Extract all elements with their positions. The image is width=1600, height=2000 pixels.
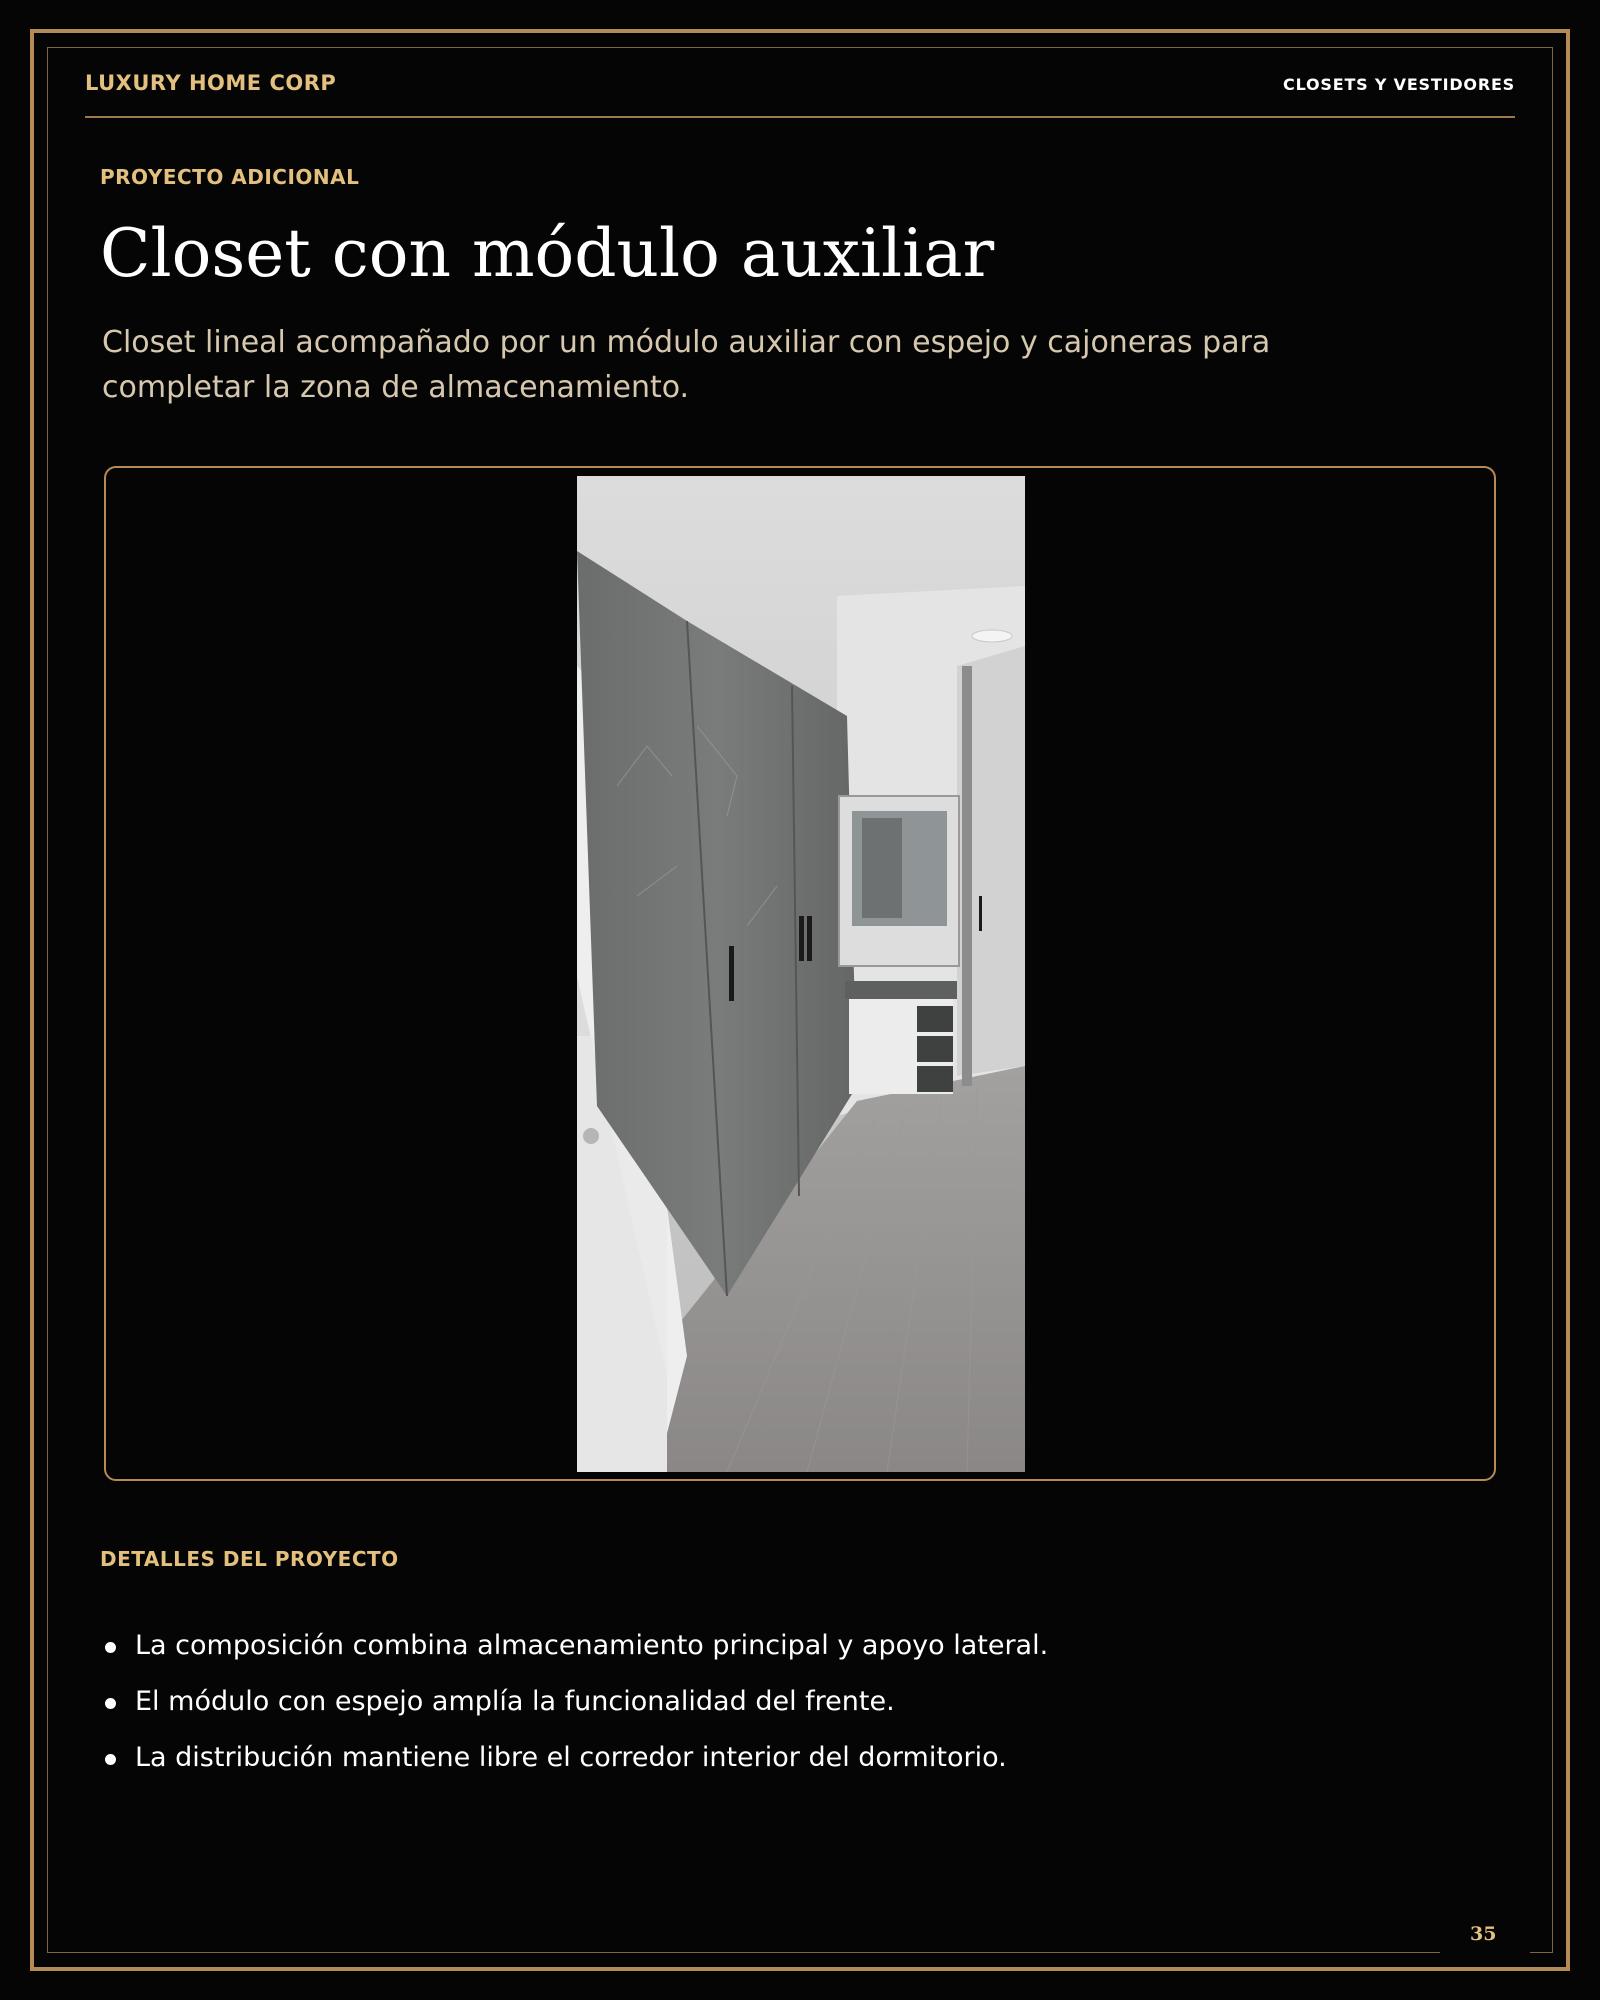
project-description: Closet lineal acompañado por un módulo auxiliar con espejo y cajoneras para completar la zona de almacenamiento. bbox=[102, 325, 1271, 405]
details-heading: DETALLES DEL PROYECTO bbox=[100, 1547, 399, 1571]
header-divider bbox=[85, 116, 1515, 118]
detail-text: El módulo con espejo amplía la funcionalidad del frente. bbox=[135, 1686, 895, 1717]
bullet-icon bbox=[105, 1754, 116, 1765]
page-number: 35 bbox=[1470, 1923, 1497, 1945]
bullet-icon bbox=[105, 1698, 116, 1709]
closet-photo bbox=[577, 476, 1025, 1472]
section-title: CLOSETS Y VESTIDORES bbox=[1283, 75, 1515, 94]
list-item bbox=[100, 1730, 1048, 1786]
list-item bbox=[100, 1618, 1048, 1674]
project-image-frame bbox=[104, 466, 1496, 1481]
details-list bbox=[100, 1618, 1048, 1786]
bullet-icon bbox=[105, 1642, 116, 1653]
list-item bbox=[100, 1674, 1048, 1730]
brand-name: LUXURY HOME CORP bbox=[85, 71, 337, 95]
detail-text: La distribución mantiene libre el corredor interior del dormitorio. bbox=[135, 1742, 1007, 1773]
project-kicker: PROYECTO ADICIONAL bbox=[100, 165, 360, 189]
detail-text: La composición combina almacenamiento principal y apoyo lateral. bbox=[135, 1630, 1049, 1661]
project-title: Closet con módulo auxiliar bbox=[100, 215, 995, 292]
